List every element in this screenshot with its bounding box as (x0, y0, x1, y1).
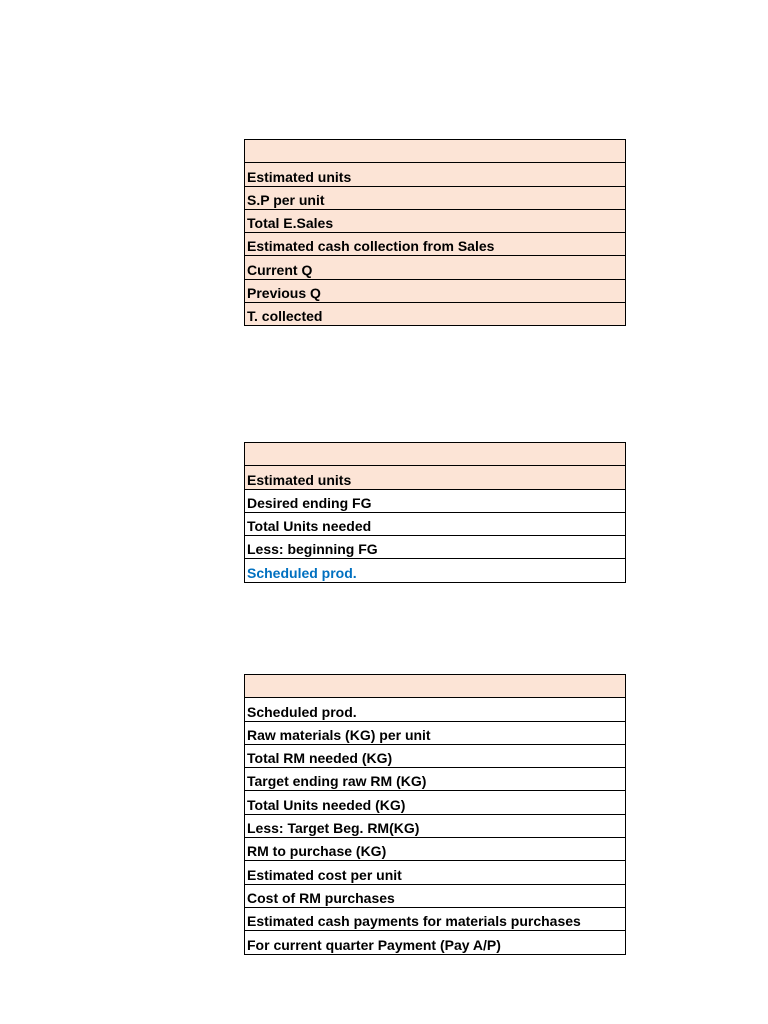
table-header-row (245, 675, 626, 698)
table-row (245, 791, 626, 814)
row-label-cell[interactable]: Estimated units (245, 466, 626, 489)
table-row (245, 814, 626, 837)
table-header-row (245, 140, 626, 163)
row-label-cell[interactable]: Scheduled prod. (245, 698, 626, 721)
materials-budget-body (245, 675, 626, 955)
row-label-cell[interactable]: Total Units needed (KG) (245, 791, 626, 814)
row-label-cell[interactable]: Estimated units (245, 163, 626, 186)
row-label-cell[interactable]: S.P per unit (245, 186, 626, 209)
table-row (245, 884, 626, 907)
row-label-cell[interactable]: Estimated cost per unit (245, 861, 626, 884)
header-cell[interactable] (245, 443, 626, 466)
row-label-cell[interactable]: For current quarter Payment (Pay A/P) (245, 931, 626, 954)
table-row (245, 489, 626, 512)
row-label-cell[interactable]: Previous Q (245, 279, 626, 302)
row-label-cell[interactable]: Estimated cash payments for materials purchases (245, 907, 626, 930)
table-row (245, 536, 626, 559)
row-label-cell[interactable]: Target ending raw RM (KG) (245, 768, 626, 791)
row-label-cell[interactable]: Total RM needed (KG) (245, 744, 626, 767)
table-row (245, 768, 626, 791)
materials-budget-table (244, 674, 626, 955)
row-label-cell[interactable]: Total E.Sales (245, 209, 626, 232)
table-row (245, 163, 626, 186)
row-label-cell[interactable]: Current Q (245, 256, 626, 279)
table-row (245, 186, 626, 209)
table-row (245, 861, 626, 884)
table-row (245, 233, 626, 256)
row-label-cell[interactable]: Total Units needed (245, 512, 626, 535)
sales-budget-body (245, 140, 626, 326)
row-label-cell[interactable]: T. collected (245, 303, 626, 326)
sales-budget-table (244, 139, 626, 326)
row-label-cell[interactable]: Estimated cash collection from Sales (245, 233, 626, 256)
table-row (245, 721, 626, 744)
production-budget-body (245, 443, 626, 583)
table-row (245, 256, 626, 279)
row-label-cell[interactable]: Less: beginning FG (245, 536, 626, 559)
table-row (245, 698, 626, 721)
table-row (245, 744, 626, 767)
table-row (245, 907, 626, 930)
header-cell[interactable] (245, 675, 626, 698)
row-label-cell[interactable]: Less: Target Beg. RM(KG) (245, 814, 626, 837)
table-row (245, 559, 626, 582)
table-row (245, 209, 626, 232)
row-label-cell[interactable]: Raw materials (KG) per unit (245, 721, 626, 744)
table-row (245, 303, 626, 326)
row-label-cell[interactable]: RM to purchase (KG) (245, 838, 626, 861)
header-cell[interactable] (245, 140, 626, 163)
table-row (245, 466, 626, 489)
table-row (245, 931, 626, 954)
table-row (245, 838, 626, 861)
scheduled-prod-cell[interactable]: Scheduled prod. (245, 559, 626, 582)
row-label-cell[interactable]: Desired ending FG (245, 489, 626, 512)
production-budget-table (244, 442, 626, 583)
table-row (245, 512, 626, 535)
row-label-cell[interactable]: Cost of RM purchases (245, 884, 626, 907)
table-row (245, 279, 626, 302)
table-header-row (245, 443, 626, 466)
